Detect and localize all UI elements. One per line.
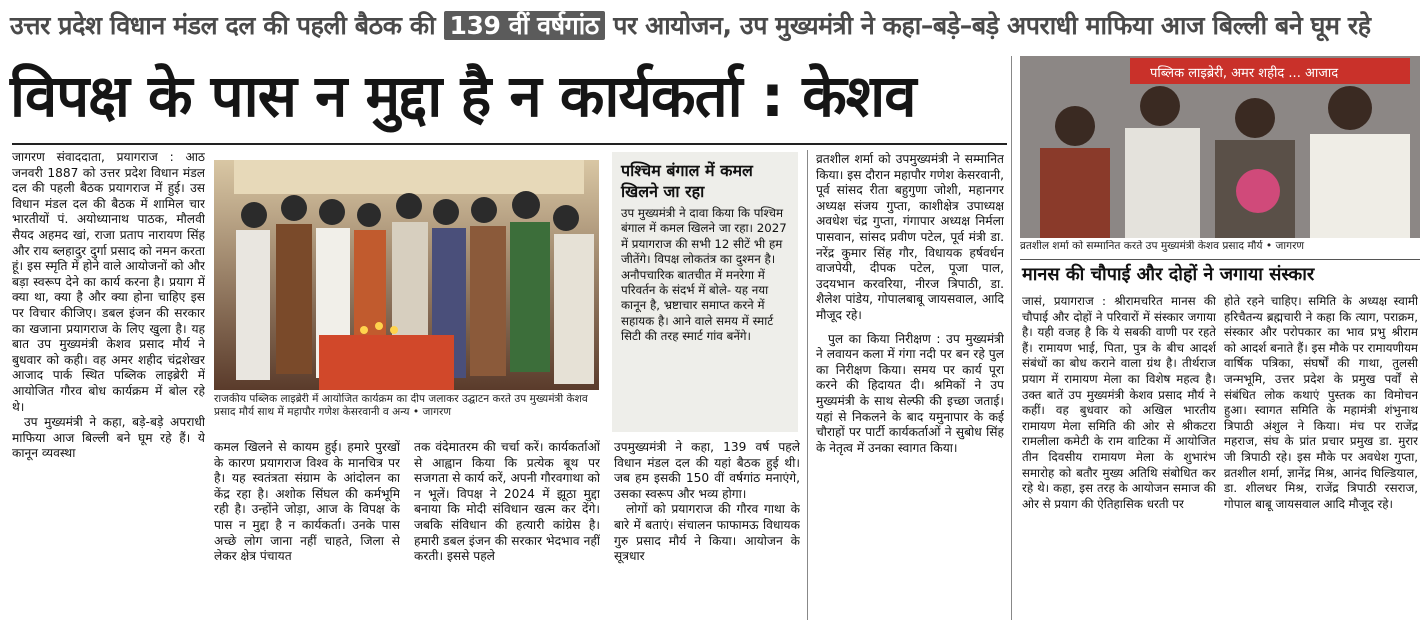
sidebar-box-body: उप मुख्यमंत्री ने दावा किया कि पश्चिम बंगाल में कमल खिलने जा रहा। 2027 में प्रयागराज की सभी 12 सीटें भी हम जीतेंगे। विपक्ष लोकतंत्र का दुश्मन है। अनौपचारिक बातचीत में मनरेगा में परिवर्तन के संदर्भ में बोले- यह नया कानून है, भ्रष्टाचार समाप्त करने में सहायक है। आने वाले समय में स्मार्ट सिटी की तरह स्मार्ट गांव बनेंगे। <box>621 206 787 344</box>
article-column-3: तक वंदेमातरम की चर्चा करें। कार्यकर्ताओं से आह्वान किया कि प्रत्येक बूथ पर सजगता से कार्य करें, अपनी गौरवगाथा को न भूलें। विपक्ष ने 2024 में झूठा मुद्दा बनाया कि मोदी संविधान खत्म कर देंगे। जबकि संविधान की हत्यारी कांग्रेस है। हमारी डबल इंजन की सरकार भेदभाव नहीं करती। इससे पहले <box>414 440 600 564</box>
right-photo-caption: व्रतशील शर्मा को सम्मानित करते उप मुख्यमंत्री केशव प्रसाद मौर्य • जागरण <box>1020 240 1305 252</box>
col4-paragraph-2: लोगों को प्रयागराज की गौरव गाथा के बारे में बताएं। संचालन फाफामऊ विधायक गुरु प्रसाद मौर्य ने किया। आयोजन के सूत्रधार <box>614 502 800 564</box>
right-photo <box>1020 56 1420 238</box>
right-story-headline: मानस की चौपाई और दोहों ने जगाया संस्कार <box>1022 264 1315 285</box>
right-story-divider <box>1011 56 1012 620</box>
right-photo-illustration <box>1020 56 1420 238</box>
kicker-after: पर आयोजन, उप मुख्यमंत्री ने कहा–बड़े–बड़े अपराधी माफिया आज बिल्ली बने घूम रहे <box>613 11 1371 40</box>
kicker-line <box>10 4 1420 48</box>
right-story-column-a: जासं, प्रयागराज : श्रीरामचरित मानस की चौपाई और दोहों ने परिवारों में संस्कार जगाया है। यही वजह है कि ये सबकी वाणी पर रहते हैं। रामायण भाई, पिता, पुत्र के बीच आदर्श संबंधों का बोध कराने वाला ग्रंथ है। तीर्थराज प्रयाग में रामायण मेला का विशेष महत्व है। उक्त बातें उप मुख्यमंत्री केशव प्रसाद मौर्य ने कहीं। वह बुधवार को अखिल भारतीय रामायण मेला समिति की ओर से श्रीकटरा रामलीला कमेटी के राम वाटिका में आयोजित तीन दिवसीय रामायण मेला के शुभारंभ समारोह को बतौर मुख्य अतिथि संबोधित कर रहे थे। कहा, इस तरह के आयोजन समाज की ओर से प्रयाग की ऐतिहासिक धरती पर <box>1022 294 1216 511</box>
main-photo-caption: राजकीय पब्लिक लाइब्रेरी में आयोजित कार्यक्रम का दीप जलाकर उद्घाटन करते उप मुख्यमंत्री केशव प्रसाद मौर्य साथ में महापौर गणेश केसरवानी व अन्य • जागरण <box>214 393 588 418</box>
right-photo-banner: पब्लिक लाइब्रेरी, अमर शहीद ... आजाद <box>1150 66 1339 81</box>
col5-paragraph-2: पुल का किया निरीक्षण : उप मुख्यमंत्री ने लवायन कला में गंगा नदी पर बन रहे पुल का निरीक्षण किया। समय पर कार्य पूरा करने की हिदायत दी। श्रमिकों ने उप मुख्यमंत्री के साथ सेल्फी की इच्छा जताई। यहां से निकलने के बाद यमुनापार के कई चौराहों पर पार्टी कार्यकर्ताओं ने सुबोध सिंह के नेतृत्व में उनका स्वागत किया। <box>816 331 1004 455</box>
article-column-4 <box>614 440 800 620</box>
right-story-column-b: होते रहने चाहिए। समिति के अध्यक्ष स्वामी हरिचैतन्य ब्रह्मचारी ने कहा कि त्याग, पराक्रम, संस्कार और परोपकार का भाव प्रभु श्रीराम को आदर्श बनाते हैं। इस मौके पर रामायणीयम वार्षिक पत्रिका, संघर्षों की गाथा, तुलसी जन्मभूमि, उत्तर प्रदेश के प्रमुख पर्वों से संबंधित लोक कथाएं पुस्तक का विमोचन हुआ। स्वागत समिति के महामंत्री शंभुनाथ त्रिपाठी अंशुल ने किया। मंच पर राजेंद्र महराज, संघ के प्रांत प्रचार प्रमुख डा. मुरार जी त्रिपाठी रहे। इस मौके पर अवधेश गुप्ता, व्रतशील शर्मा, ज्ञानेंद्र मिश्र, आनंद घिल्डियाल, डा. शीलधर मिश्र, राजेंद्र त्रिपाठी रसराज, गोपाल बाबू जायसवाल आदि मौजूद रहे। <box>1224 294 1418 511</box>
main-photo <box>214 160 599 390</box>
article-column-5 <box>816 152 1004 620</box>
main-headline: विपक्ष के पास न मुद्दा है न कार्यकर्ता : केशव <box>10 62 916 130</box>
col4-paragraph-1: उपमुख्यमंत्री ने कहा, 139 वर्ष पहले विधान मंडल दल की यहां बैठक हुई थी। जब हम इसकी 150 वीं वर्षगांठ मनाएंगे, उसका स्वरूप और भव्य होगा। <box>614 440 800 501</box>
col1-paragraph-1: जागरण संवाददाता, प्रयागराज : आठ जनवरी 1887 को उत्तर प्रदेश विधान मंडल दल की पहली बैठक प्रयागराज में हुई। उस विधान मंडल दल की बैठक में शामिल चार भारतीयों पं. अयोध्यानाथ पाठक, मौलवी सैयद अहमद खां, राजा प्रताप नारायण सिंह और राय ब्लहादुर दुर्गा प्रसाद को नमन करता हूं। इस स्मृति में होने वाले आयोजनों को और बड़ा स्वरूप देने का कार्य करना है। प्रयाग में क्या था, क्या है और क्या होना चाहिए इस पर विचार कीजिए। डबल इंजन की सरकार का खजाना प्रयागराज के लिए खुला है। यह बात उप मुख्यमंत्री केशव प्रसाद मौर्य ने बुधवार को कही। वह अमर शहीद चंद्रशेखर आजाद पार्क स्थित पब्लिक लाइब्रेरी में आयोजित गौरव बोध कार्यक्रम में बोल रहे थे। <box>12 150 205 414</box>
article-column-2: कमल खिलने से कायम हुई। हमारे पुरखों के कारण प्रयागराज विश्व के मानचित्र पर है। यह स्वतंत्रता संग्राम के आंदोलन का केंद्र रहा है। अशोक सिंघल की कर्मभूमि रही है। उन्होंने जोड़ा, आज के विपक्ष के पास न मुद्दा है न कार्यकर्ता। उनके पास अच्छे लोग जाना नहीं चाहते, जिला से लेकर क्षेत्र पंचायत <box>214 440 400 564</box>
headline-rule <box>12 143 1007 145</box>
article-column-1 <box>12 150 205 620</box>
col1-paragraph-2: उप मुख्यमंत्री ने कहा, बड़े-बड़े अपराधी माफिया आज बिल्ली बने घूम रहे हैं। ये कानून व्यवस्था <box>12 415 205 461</box>
sidebar-box-heading: पश्चिम बंगाल में कमल खिलने जा रहा <box>621 161 753 201</box>
sidebar-box <box>612 152 798 432</box>
col5-paragraph-1: व्रतशील शर्मा को उपमुख्यमंत्री ने सम्मानित किया। इस दौरान महापौर गणेश केसरवानी, पूर्व सांसद रीता बहुगुणा जोशी, महानगर अध्यक्ष संजय गुप्ता, काशीक्षेत्र उपाध्यक्ष अवधेश चंद्र गुप्ता, गंगापार अध्यक्ष निर्मला पासवान, सांसद प्रवीण पटेल, पूर्व मंत्री डा. नरेंद्र कुमार सिंह गौर, विधायक हर्षवर्धन वाजपेयी, दीपक पटेल, पूजा पाल, उदयभान करवरिया, नीरज त्रिपाठी, डा. शैलेश पांडेय, गोपालबाबू जायसवाल, आदि मौजूद रहे। <box>816 152 1004 322</box>
right-story-rule <box>1020 259 1420 260</box>
kicker-highlight: 139 वीं वर्षगांठ <box>444 11 605 40</box>
main-photo-illustration <box>214 160 599 390</box>
column-divider <box>807 150 808 620</box>
kicker-before: उत्तर प्रदेश विधान मंडल दल की पहली बैठक की <box>10 11 436 40</box>
